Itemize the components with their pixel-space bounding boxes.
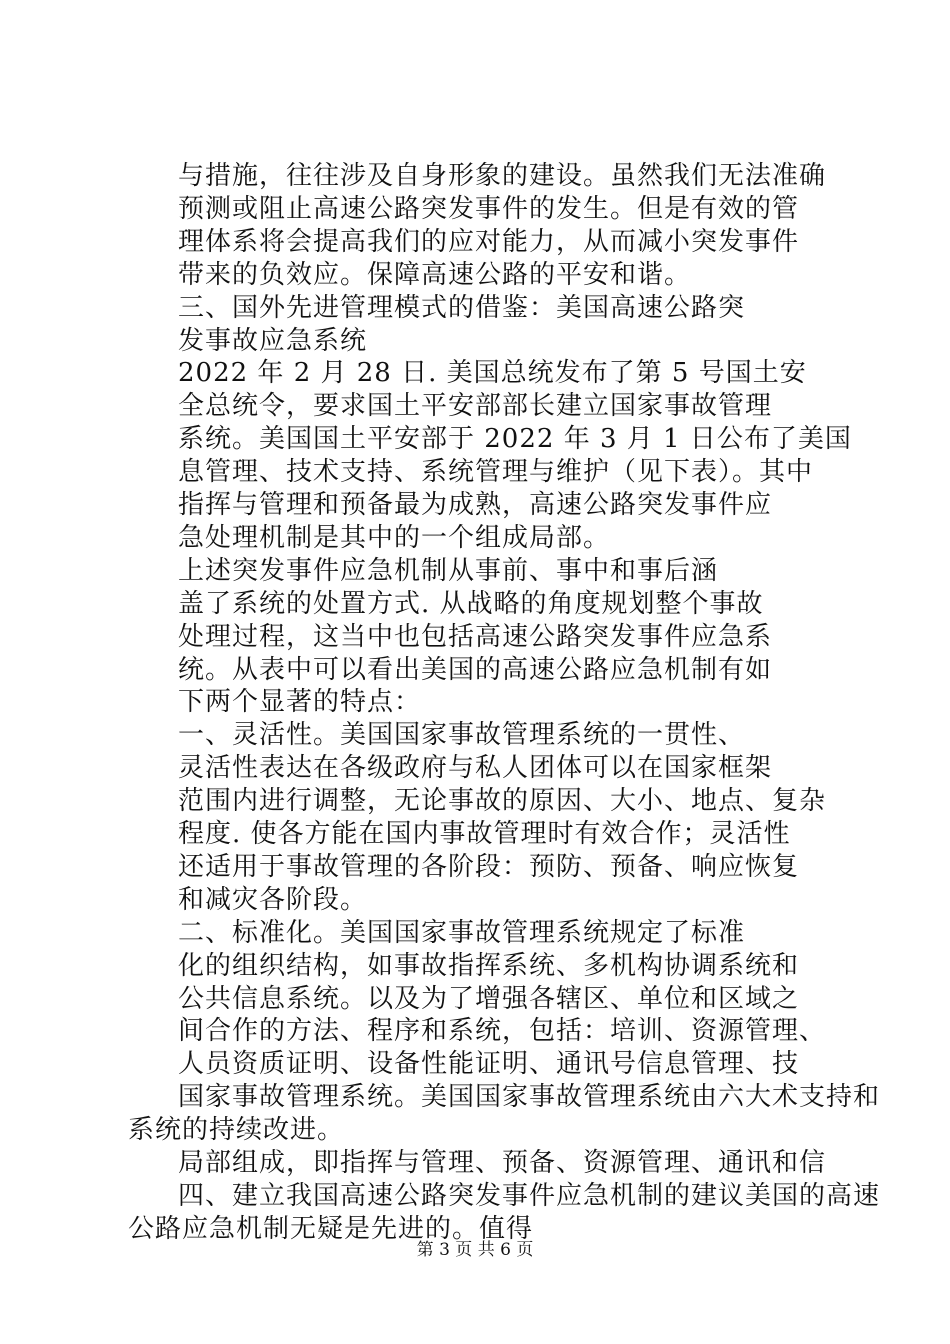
text-line: 全总统令，要求国土平安部部长建立国家事故管理 <box>178 391 773 422</box>
text-line: 发事故应急系统 <box>178 325 368 356</box>
text-line: 公路应急机制无疑是先进的。值得 <box>128 1213 534 1244</box>
text-line: 理体系将会提高我们的应对能力，从而减小突发事件 <box>178 226 800 257</box>
text-line: 预测或阻止高速公路突发事件的发生。但是有效的管 <box>178 193 800 224</box>
text-line: 系统。美国国土平安部于 2022 年 3 月 1 日公布了美国 <box>178 424 852 455</box>
text-line: 2022 年 2 月 28 日. 美国总统发布了第 5 号国土安 <box>178 358 807 389</box>
text-line: 间合作的方法、程序和系统，包括：培训、资源管理、 <box>178 1016 827 1047</box>
text-line: 三、国外先进管理模式的借鉴：美国高速公路突 <box>178 292 746 323</box>
text-line: 范围内进行调整，无论事故的原因、大小、地点、复杂 <box>178 786 827 817</box>
text-line: 处理过程，这当中也包括高速公路突发事件应急系 <box>178 621 773 652</box>
text-line: 公共信息系统。以及为了增强各辖区、单位和区域之 <box>178 983 800 1014</box>
text-line: 上述突发事件应急机制从事前、事中和事后涵 <box>178 555 719 586</box>
text-line: 局部组成，即指挥与管理、预备、资源管理、通讯和信 <box>178 1148 827 1178</box>
text-line: 盖了系统的处置方式. 从战略的角度规划整个事故 <box>178 588 764 619</box>
text-line: 急处理机制是其中的一个组成局部。 <box>178 522 611 553</box>
text-line: 还适用于事故管理的各阶段：预防、预备、响应恢复 <box>178 851 800 882</box>
page-footer: 第 3 页 共 6 页 <box>416 1240 534 1260</box>
text-line: 和减灾各阶段。 <box>178 884 368 915</box>
text-line: 一、灵活性。美国国家事故管理系统的一贯性、 <box>178 720 746 751</box>
text-line: 指挥与管理和预备最为成熟，高速公路突发事件应 <box>178 490 773 520</box>
text-line: 与措施，往往涉及自身形象的建设。虽然我们无法准确 <box>178 161 827 191</box>
text-line: 化的组织结构，如事故指挥系统、多机构协调系统和 <box>178 950 800 981</box>
text-line: 程度. 使各方能在国内事故管理时有效合作；灵活性 <box>178 819 791 849</box>
text-line: 息管理、技术支持、系统管理与维护（见下表）。其中 <box>178 457 814 488</box>
text-line: 下两个显著的特点： <box>178 687 422 718</box>
text-line: 四、建立我国高速公路突发事件应急机制的建议美国的高速 <box>178 1180 881 1211</box>
text-line: 二、标准化。美国国家事故管理系统规定了标准 <box>178 917 746 948</box>
text-line: 国家事故管理系统。美国国家事故管理系统由六大术支持和 <box>178 1082 881 1113</box>
text-line: 带来的负效应。保障高速公路的平安和谐。 <box>178 259 692 290</box>
text-line: 灵活性表达在各级政府与私人团体可以在国家框架 <box>178 753 773 784</box>
text-line: 人员资质证明、设备性能证明、通讯号信息管理、技 <box>178 1049 800 1080</box>
text-line: 系统的持续改进。 <box>128 1115 345 1146</box>
text-line: 统。从表中可以看出美国的高速公路应急机制有如 <box>178 654 773 685</box>
